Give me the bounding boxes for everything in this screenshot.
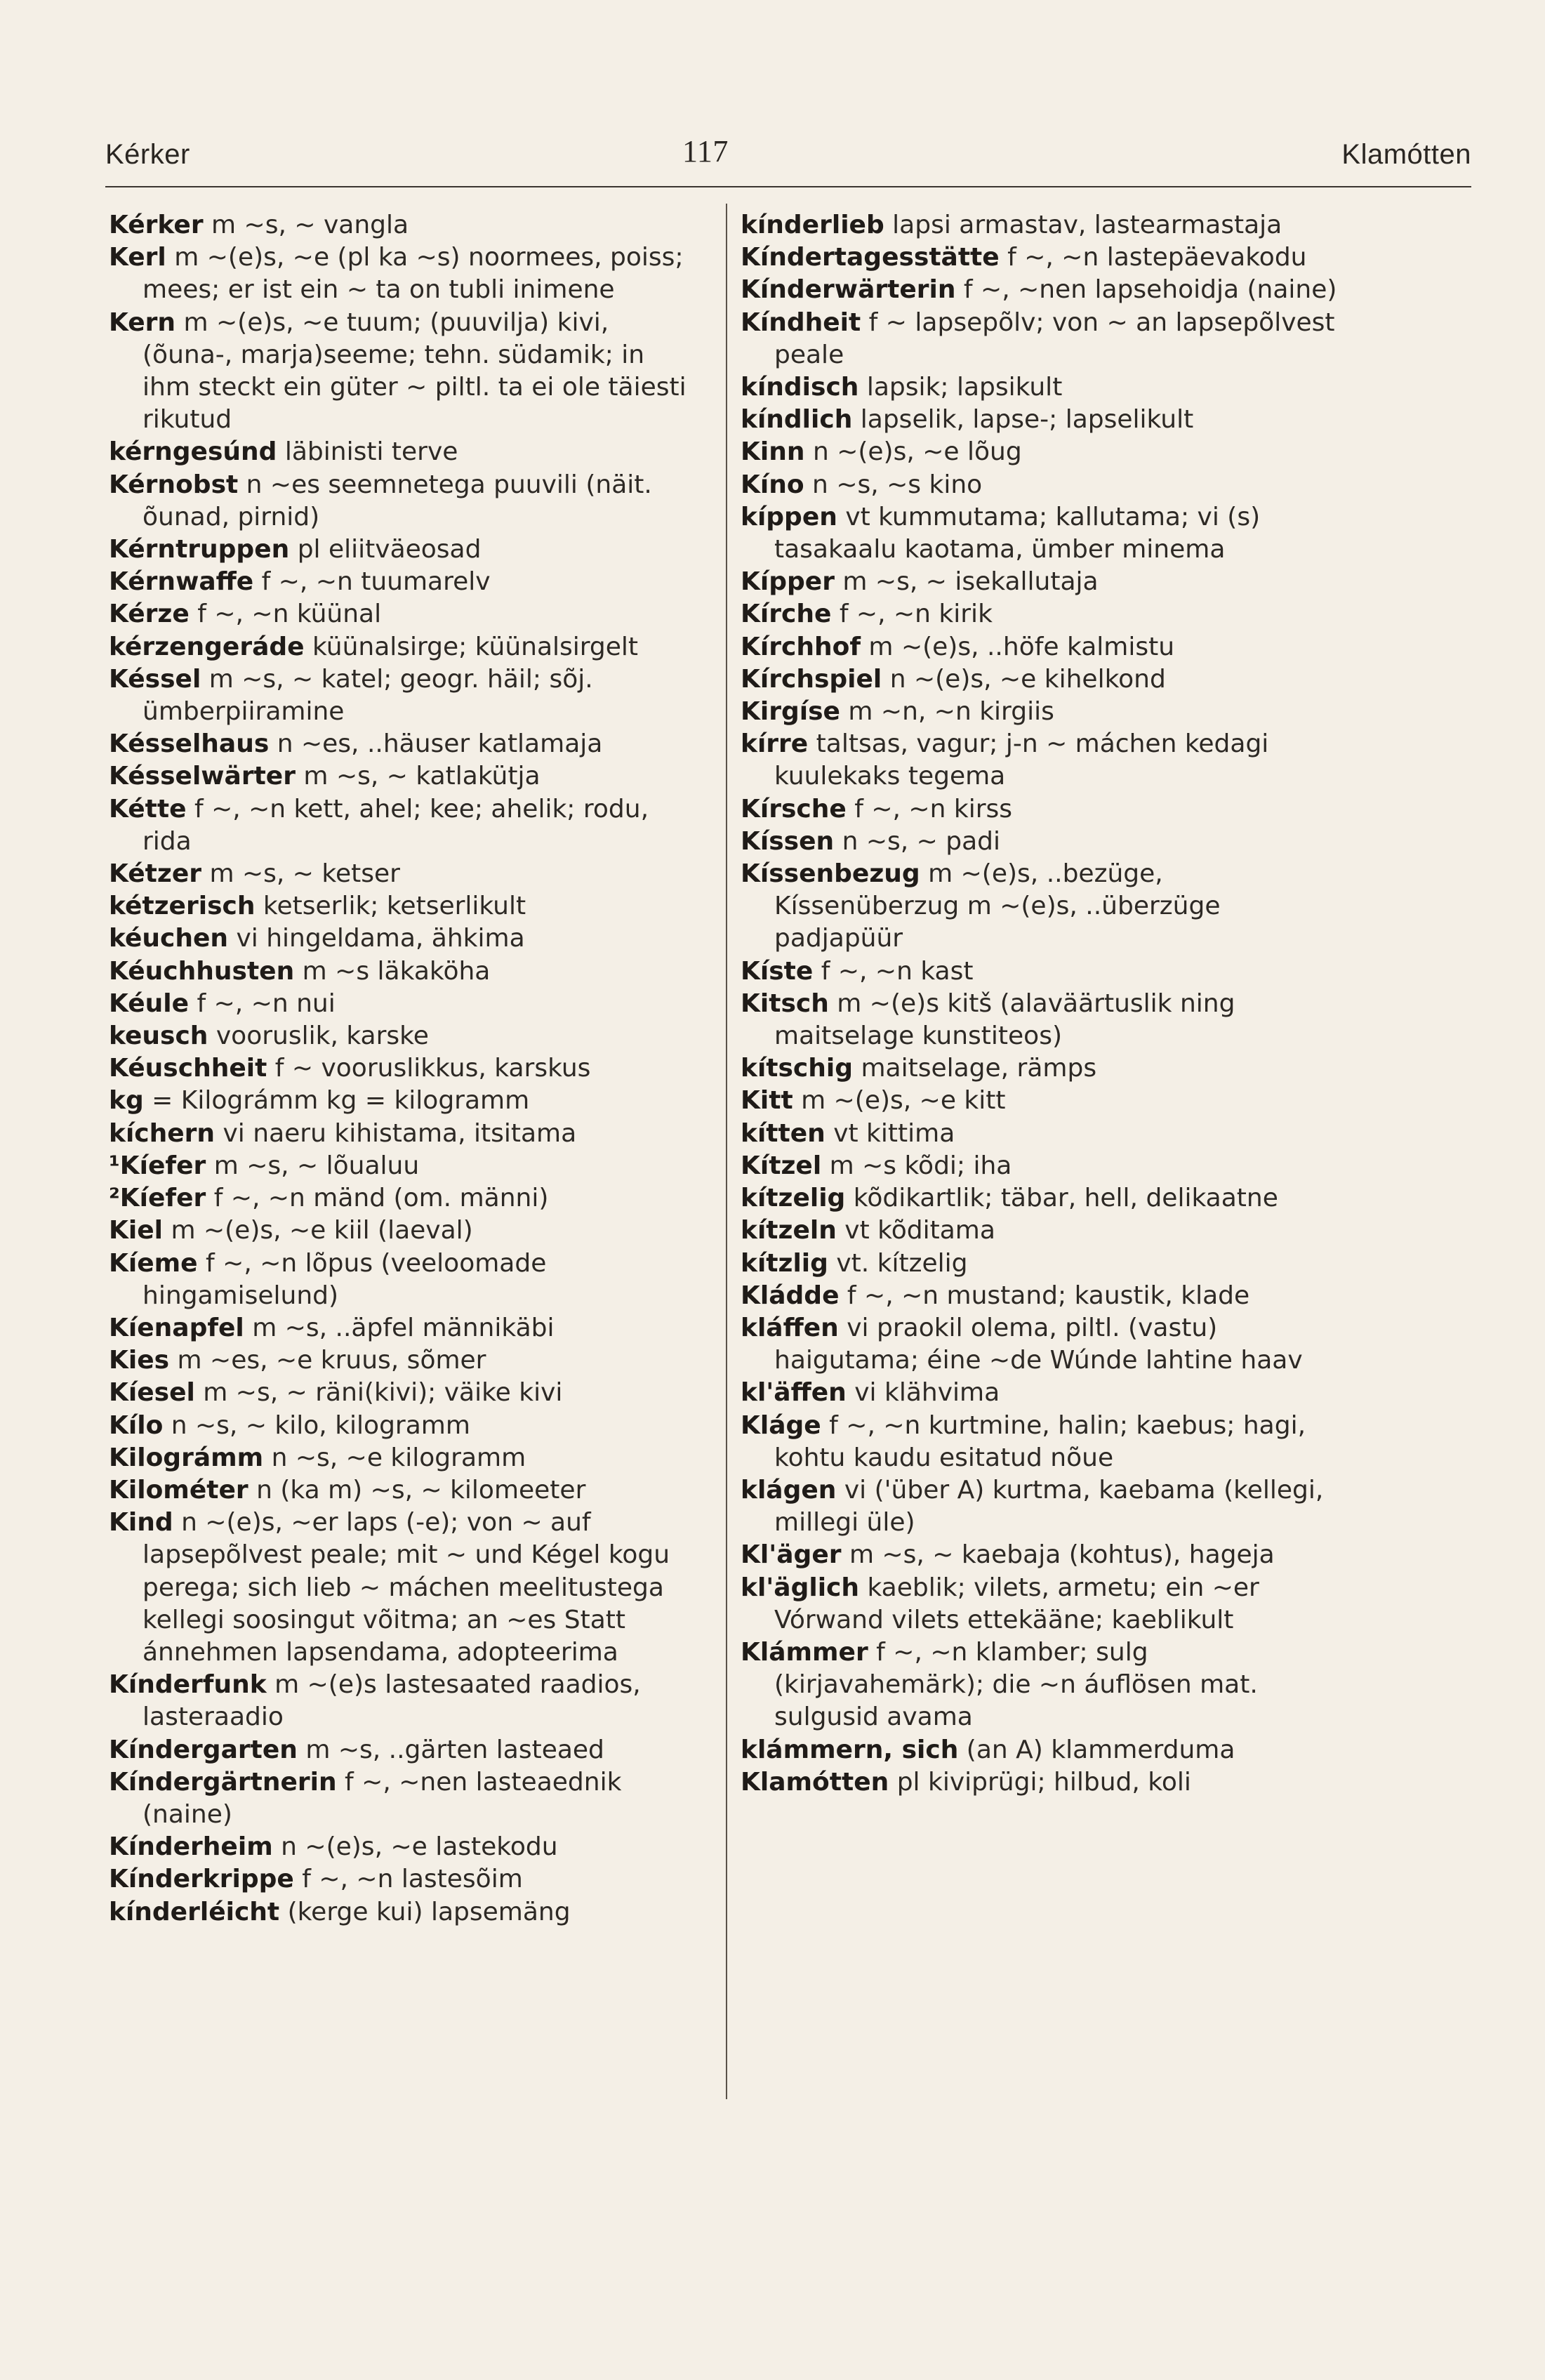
dictionary-entry: [109, 1442, 695, 1474]
entry-headword: kl'äffen: [741, 1378, 847, 1408]
entry-definition: f ~, ~n tuumarelv: [253, 567, 491, 597]
dictionary-entry: [109, 566, 695, 598]
entry-definition: lapsik; lapsikult: [858, 373, 1063, 402]
entry-definition: f ~, ~n kirik: [831, 600, 993, 629]
entry-headword: kíndlich: [741, 405, 853, 435]
entry-headword: Kíssenbezug: [741, 859, 920, 889]
entry-definition: m ~s, ~ vangla: [203, 211, 409, 239]
dictionary-entry: [741, 631, 1337, 663]
dictionary-entry: [741, 1085, 1337, 1117]
entry-definition: vi klähvima: [846, 1378, 1000, 1408]
entry-definition: f ~, ~n lastepäevakodu: [999, 243, 1307, 272]
entry-headword: Kíndheit: [741, 308, 861, 337]
entry-headword: Kéuschheit: [109, 1054, 267, 1083]
entry-definition: f ~, ~n klamber; sulg (kirjavahemärk); die ~n áuflösen mat. sulgusid avama: [774, 1637, 1258, 1732]
entry-definition: n ~s, ~ kilo, kilogramm: [163, 1410, 470, 1440]
dictionary-entry: [109, 469, 695, 534]
entry-headword: Kíesel: [109, 1378, 195, 1408]
dictionary-entry: [741, 1734, 1337, 1766]
dictionary-entry: [109, 1669, 695, 1733]
entry-headword: Kies: [109, 1346, 170, 1375]
entry-definition: taltsas, vagur; j-n ~ máchen kedagi kuulekaks tegema: [774, 729, 1269, 791]
dictionary-entry: [109, 598, 695, 630]
entry-definition: n ~(e)s, ~e kihelkond: [882, 664, 1166, 694]
entry-definition: m ~(e)s, ~e tuum; (puuvilja) kivi, (õuna-, marja)seeme; tehn. südamik; in ihm steckt ein güter ~ piltl. ta ei ole täiesti rikutud: [142, 308, 687, 435]
dictionary-entry: [741, 1280, 1337, 1312]
entry-definition: m ~s, ~ katel; geogr. häil; sõj. ümberpiiramine: [142, 664, 593, 727]
entry-definition: m ~(e)s lastesaated raadios, lasteraadio: [142, 1670, 641, 1732]
entry-headword: klágen: [741, 1475, 837, 1505]
dictionary-entry: [109, 1734, 695, 1766]
entry-headword: Kíndertagesstätte: [741, 243, 1000, 272]
dictionary-entry: [109, 793, 695, 858]
entry-definition: kõdikartlik; täbar, hell, delikaatne: [845, 1184, 1278, 1213]
dictionary-entry: [109, 1377, 695, 1409]
entry-definition: m ~s läkaköha: [294, 956, 491, 986]
dictionary-entry: [741, 371, 1337, 404]
dictionary-entry: [741, 404, 1337, 436]
entry-definition: vi ('über A) kurtma, kaebama (kellegi, millegi üle): [774, 1475, 1324, 1538]
entry-definition: n ~(e)s, ~e lastekodu: [272, 1832, 558, 1862]
entry-definition: vi hingeldama, ähkima: [228, 924, 525, 953]
dictionary-entry: [109, 1896, 695, 1929]
entry-headword: Kinn: [741, 437, 805, 467]
entry-headword: kg: [109, 1086, 144, 1116]
entry-definition: = Kilográmm kg = kilogramm: [143, 1086, 530, 1116]
entry-definition: f ~, ~n kast: [813, 956, 974, 986]
entry-definition: f ~, ~nen lasteaednik (naine): [142, 1767, 622, 1829]
dictionary-entry: [109, 1766, 695, 1831]
entry-definition: vt kittima: [825, 1118, 955, 1148]
dictionary-entry: [741, 1474, 1337, 1539]
entry-headword: Kláge: [741, 1410, 821, 1440]
entry-definition: m ~s, ~ isekallutaja: [834, 567, 1099, 597]
dictionary-entry: [741, 663, 1337, 696]
entry-definition: f ~, ~n lastesõim: [293, 1865, 523, 1894]
entry-headword: Kínderwärterin: [741, 275, 956, 305]
entry-definition: n ~s, ~s kino: [804, 470, 983, 499]
entry-definition: pl kiviprügi; hilbud, koli: [889, 1767, 1191, 1797]
entry-headword: Késselwärter: [109, 762, 296, 791]
dictionary-entry: [109, 728, 695, 760]
entry-headword: Klámmer: [741, 1637, 868, 1667]
entry-headword: Kírchhof: [741, 632, 861, 661]
entry-definition: küünalsirge; küünalsirgelt: [304, 632, 639, 661]
entry-definition: läbinisti terve: [277, 437, 458, 467]
entry-definition: m ~(e)s, ..bezüge, Kíssenüberzug m ~(e)s, ..überzüge padjapüür: [774, 859, 1221, 953]
page-number: 117: [682, 134, 729, 168]
entry-headword: kítten: [741, 1118, 825, 1148]
entry-definition: kaeblik; vilets, armetu; ein ~er Vórwand vilets ettekääne; kaeblikult: [774, 1573, 1259, 1634]
dictionary-entry: [109, 988, 695, 1020]
dictionary-entry: [741, 307, 1337, 371]
entry-definition: m ~s, ..äpfel männikäbi: [244, 1313, 555, 1342]
dictionary-entry: [741, 274, 1337, 306]
entry-definition: vt kummutama; kallutama; vi (s) tasakaalu kaotama, ümber minema: [774, 502, 1261, 564]
dictionary-entry: [741, 1052, 1337, 1085]
entry-headword: Kírchspiel: [741, 664, 882, 694]
entry-headword: Kern: [109, 308, 176, 337]
entry-definition: n ~es seemnetega puuvili (näit. õunad, pirnid): [142, 470, 652, 531]
entry-definition: pl eliitväeosad: [289, 535, 482, 564]
entry-definition: (kerge kui) lapsemäng: [279, 1897, 571, 1926]
dictionary-entry: [741, 598, 1337, 630]
entry-headword: kítschig: [741, 1054, 853, 1083]
dictionary-entry: [109, 760, 695, 793]
entry-definition: m ~s, ~ räni(kivi); väike kivi: [194, 1378, 563, 1408]
entry-headword: kítzeln: [741, 1216, 837, 1245]
entry-definition: m ~n, ~n kirgiis: [840, 697, 1054, 727]
entry-headword: kéuchen: [109, 924, 229, 953]
entry-headword: Klamótten: [741, 1767, 889, 1797]
entry-definition: (an A) klammerduma: [958, 1735, 1235, 1764]
entry-headword: klámmern, sich: [741, 1735, 959, 1764]
dictionary-entry: [741, 501, 1337, 566]
entry-headword: kl'äglich: [741, 1573, 860, 1602]
header-rule: [105, 186, 1471, 187]
entry-definition: n ~es, ..häuser katlamaja: [269, 729, 603, 759]
entry-headword: Kípper: [741, 567, 835, 597]
entry-headword: Kétte: [109, 794, 187, 824]
page-header: [105, 133, 1471, 183]
entry-headword: Kílo: [109, 1410, 164, 1440]
entry-headword: Kínderheim: [109, 1832, 273, 1862]
entry-headword: kíppen: [741, 502, 837, 531]
entry-headword: ¹Kíefer: [109, 1151, 206, 1180]
dictionary-entry: [109, 1863, 695, 1896]
entry-headword: Kiel: [109, 1216, 163, 1245]
entry-headword: Kind: [109, 1508, 173, 1538]
entry-headword: Kéuchhusten: [109, 956, 295, 986]
dictionary-entry: [741, 469, 1337, 501]
entry-headword: Kíenapfel: [109, 1313, 244, 1342]
dictionary-entry: [109, 1474, 695, 1507]
dictionary-entry: [109, 1020, 695, 1052]
dictionary-entry: [109, 436, 695, 468]
entry-headword: Kínderfunk: [109, 1670, 267, 1700]
header-last-entry: Klamótten: [1341, 139, 1471, 170]
entry-headword: Kérker: [109, 211, 204, 239]
entry-headword: Kírsche: [741, 794, 847, 824]
entry-definition: f ~, ~n mänd (om. männi): [206, 1184, 549, 1213]
dictionary-entry: [109, 1052, 695, 1085]
entry-headword: Kérnobst: [109, 470, 239, 499]
dictionary-entry: [741, 793, 1337, 826]
entry-headword: Kerl: [109, 243, 166, 272]
dictionary-entry: [109, 307, 695, 437]
entry-definition: f ~, ~n lõpus (veeloomade hingamiselund): [142, 1248, 547, 1310]
entry-definition: lapselik, lapse-; lapselikult: [852, 405, 1194, 435]
dictionary-entry: [741, 1377, 1337, 1409]
entry-definition: m ~(e)s, ..höfe kalmistu: [860, 632, 1175, 661]
entry-headword: Kilográmm: [109, 1443, 264, 1472]
dictionary-entry: [109, 1150, 695, 1182]
entry-definition: m ~s, ..gärten lasteaed: [297, 1735, 604, 1764]
dictionary-entry: [109, 956, 695, 988]
entry-headword: Kilométer: [109, 1475, 248, 1505]
dictionary-entry: [109, 858, 695, 890]
entry-definition: f ~, ~n kurtmine, halin; kaebus; hagi, kohtu kaudu esitatud nõue: [774, 1410, 1306, 1472]
entry-definition: f ~, ~n nui: [189, 989, 336, 1018]
entry-definition: m ~(e)s, ~e (pl ka ~s) noormees, poiss; mees; er ist ein ~ ta on tubli inimene: [142, 243, 684, 305]
entry-definition: vi naeru kihistama, itsitama: [215, 1118, 577, 1148]
entry-definition: vooruslik, karske: [208, 1022, 429, 1051]
dictionary-entry: [741, 209, 1337, 242]
dictionary-entry: [741, 1118, 1337, 1150]
entry-definition: f ~ lapsepõlv; von ~ an lapsepõlvest peale: [774, 308, 1335, 369]
dictionary-entry: [741, 242, 1337, 274]
dictionary-entry: [741, 696, 1337, 728]
entry-headword: Kitsch: [741, 989, 829, 1018]
dictionary-entry: [741, 1539, 1337, 1571]
entry-definition: m ~s, ~ ketser: [201, 859, 400, 889]
entry-headword: kírre: [741, 729, 809, 759]
entry-definition: f ~, ~n kett, ahel; kee; ahelik; rodu, rida: [142, 794, 649, 856]
entry-definition: n (ka m) ~s, ~ kilomeeter: [248, 1475, 586, 1505]
dictionary-entry: [741, 436, 1337, 468]
dictionary-entry: [741, 1150, 1337, 1182]
entry-definition: n ~(e)s, ~e lõug: [804, 437, 1022, 467]
entry-headword: Kínderkrippe: [109, 1865, 294, 1894]
dictionary-entry: [741, 826, 1337, 858]
entry-definition: f ~, ~n kirss: [846, 794, 1013, 824]
entry-headword: Kíndergarten: [109, 1735, 298, 1764]
entry-headword: Kíeme: [109, 1248, 198, 1278]
dictionary-entry: [109, 209, 695, 242]
dictionary-entry: [741, 858, 1337, 956]
dictionary-entry: [741, 988, 1337, 1052]
entry-headword: kítzelig: [741, 1184, 846, 1213]
entry-definition: m ~s, ~ kaebaja (kohtus), hageja: [841, 1540, 1275, 1570]
dictionary-entry: [109, 923, 695, 955]
dictionary-entry: [741, 728, 1337, 793]
entry-headword: Kíndergärtnerin: [109, 1767, 337, 1797]
entry-definition: m ~es, ~e kruus, sõmer: [169, 1346, 486, 1375]
dictionary-entry: [109, 1118, 695, 1150]
dictionary-entry: [109, 1182, 695, 1215]
dictionary-entry: [109, 663, 695, 728]
entry-headword: kíchern: [109, 1118, 215, 1148]
entry-definition: m ~(e)s, ~e kitt: [793, 1086, 1006, 1116]
dictionary-entry: [741, 1312, 1337, 1377]
dictionary-entry: [109, 890, 695, 923]
entry-headword: Kírche: [741, 600, 832, 629]
dictionary-entry: [109, 1507, 695, 1669]
entry-definition: f ~, ~nen lapsehoidja (naine): [955, 275, 1337, 305]
entry-headword: kérngesúnd: [109, 437, 277, 467]
entry-headword: Kl'äger: [741, 1540, 842, 1570]
dictionary-entry: [741, 1410, 1337, 1474]
entry-definition: lapsi armastav, lastearmastaja: [884, 211, 1282, 239]
column-divider: [726, 204, 727, 2099]
entry-headword: Kirgíse: [741, 697, 840, 727]
entry-headword: Kíno: [741, 470, 804, 499]
entry-headword: Kétzer: [109, 859, 202, 889]
entry-definition: n ~s, ~ padi: [834, 826, 1001, 856]
entry-headword: Kérze: [109, 600, 190, 629]
entry-headword: Kéule: [109, 989, 190, 1018]
entry-definition: vt kõditama: [836, 1216, 995, 1245]
dictionary-entry: [109, 1085, 695, 1117]
entry-definition: f ~ vooruslikkus, karskus: [267, 1054, 591, 1083]
entry-headword: Késselhaus: [109, 729, 270, 759]
entry-headword: Kérnwaffe: [109, 567, 254, 597]
entry-headword: Kíssen: [741, 826, 835, 856]
dictionary-entry: [741, 1637, 1337, 1734]
entry-definition: ketserlik; ketserlikult: [255, 892, 526, 921]
dictionary-entry: [109, 1312, 695, 1344]
entry-definition: m ~s kõdi; iha: [821, 1151, 1012, 1180]
entry-headword: kérzengeráde: [109, 632, 305, 661]
entry-definition: m ~(e)s kitš (alaväärtuslik ning maitselage kunstiteos): [774, 989, 1235, 1051]
entry-headword: ²Kíefer: [109, 1184, 206, 1213]
dictionary-entry: [741, 1215, 1337, 1247]
dictionary-entry: [741, 1248, 1337, 1280]
entry-definition: maitselage, rämps: [853, 1054, 1097, 1083]
dictionary-entry: [109, 534, 695, 566]
entry-headword: kínderlieb: [741, 211, 884, 239]
dictionary-entry: [741, 1766, 1337, 1799]
entry-headword: keusch: [109, 1022, 208, 1051]
entry-definition: n ~s, ~e kilogramm: [263, 1443, 526, 1472]
header-first-entry: Kérker: [105, 139, 190, 170]
dictionary-entry: [109, 1344, 695, 1377]
entry-headword: kláffen: [741, 1313, 839, 1342]
entry-definition: m ~s, ~ katlakütja: [295, 762, 541, 791]
entry-definition: m ~(e)s, ~e kiil (laeval): [163, 1216, 473, 1245]
entry-definition: m ~s, ~ lõualuu: [206, 1151, 420, 1180]
dictionary-entry: [741, 956, 1337, 988]
right-column: [741, 209, 1337, 1799]
dictionary-entry: [109, 1410, 695, 1442]
dictionary-entry: [109, 1831, 695, 1863]
entry-headword: Kitt: [741, 1086, 793, 1116]
entry-headword: kétzerisch: [109, 892, 256, 921]
left-column: [109, 209, 695, 1929]
dictionary-entry: [741, 1572, 1337, 1637]
entry-headword: kíndisch: [741, 373, 859, 402]
entry-headword: Kítzel: [741, 1151, 822, 1180]
entry-headword: Kérntruppen: [109, 535, 290, 564]
dictionary-entry: [741, 1182, 1337, 1215]
entry-headword: kínderléicht: [109, 1897, 280, 1926]
entry-headword: Kládde: [741, 1281, 840, 1310]
entry-definition: vi praokil olema, piltl. (vastu) haigutama; éine ~de Wúnde lahtine haav: [774, 1313, 1303, 1375]
dictionary-entry: [109, 1248, 695, 1312]
entry-definition: f ~, ~n mustand; kaustik, klade: [839, 1281, 1250, 1310]
entry-definition: f ~, ~n küünal: [189, 600, 382, 629]
entry-definition: n ~(e)s, ~er laps (-e); von ~ auf lapsepõlvest peale; mit ~ und Kégel kogu perega; sich lieb ~ máchen meelitustega kellegi soosingut võitma; an ~es Statt ánnehmen lapsendama, adopteerima: [142, 1508, 670, 1667]
entry-definition: vt. kítzelig: [828, 1248, 968, 1278]
dictionary-entry: [109, 1215, 695, 1247]
entry-headword: kítzlig: [741, 1248, 828, 1278]
dictionary-entry: [741, 566, 1337, 598]
entry-headword: Kíste: [741, 956, 814, 986]
dictionary-entry: [109, 631, 695, 663]
dictionary-entry: [109, 242, 695, 306]
entry-headword: Késsel: [109, 664, 201, 694]
